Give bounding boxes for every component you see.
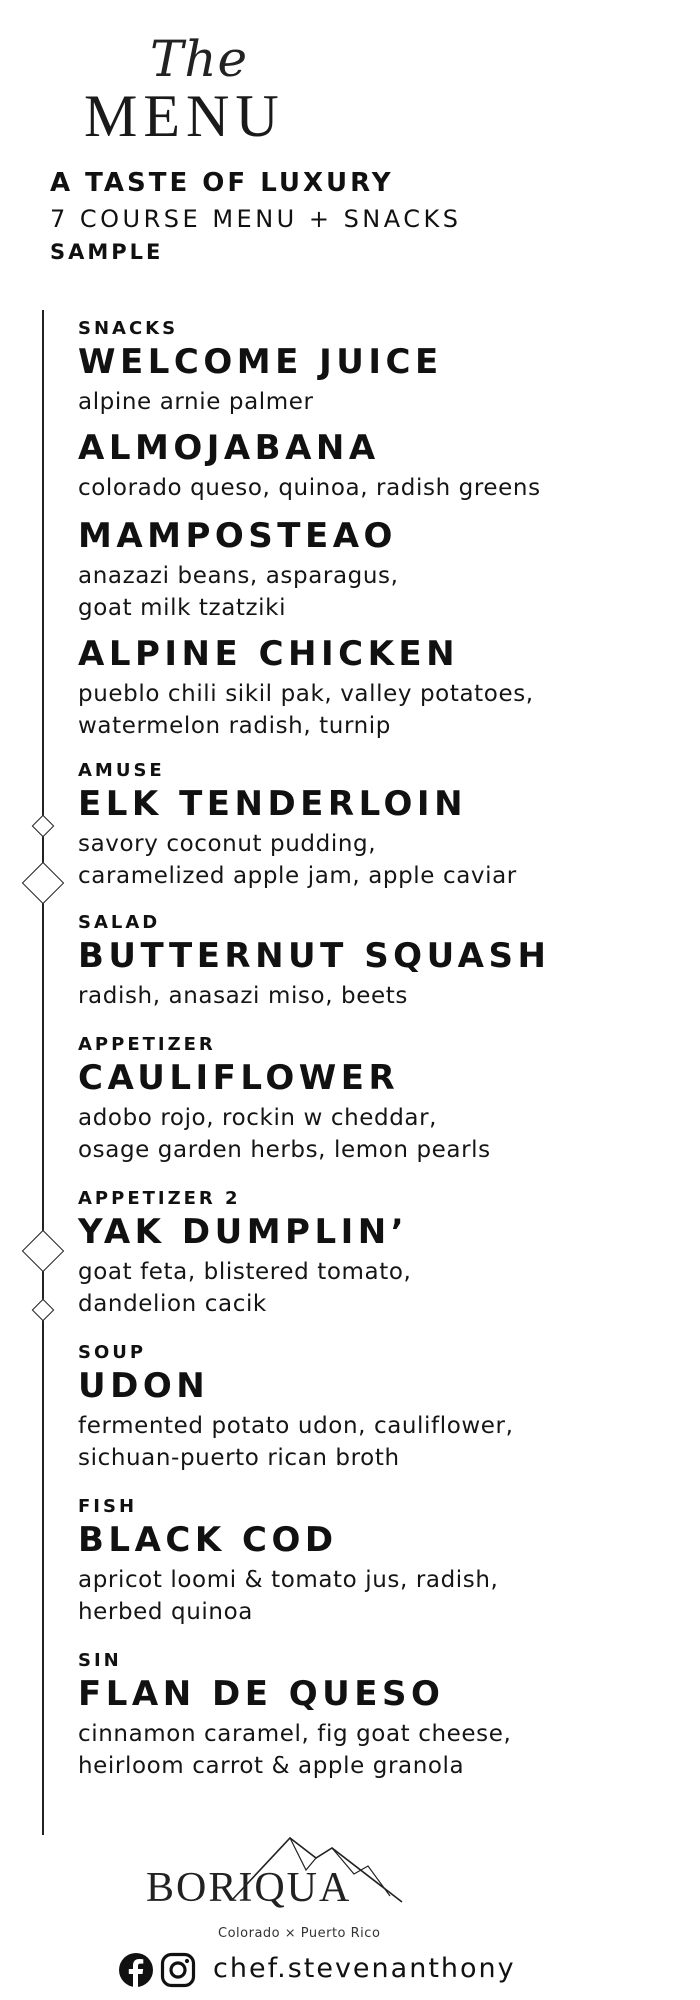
boriqua-logo: BORIQUA [146,1865,352,1911]
course-label: AMUSE [78,760,165,781]
menu-title: MENU [84,83,285,149]
course-title: WELCOME JUICE [78,342,443,382]
course-title: ALPINE CHICKEN [78,634,460,674]
timeline-diamond-small [32,815,55,838]
course-alpine-chicken [78,632,678,742]
course-description: fermented potato udon, cauliflower, sichuan-puerto rican broth [78,1413,514,1471]
course-label: APPETIZER [78,1034,216,1055]
course-label: SALAD [78,912,161,933]
tagline-luxury: A TASTE OF LUXURY [50,168,394,198]
course-welcome-juice [78,318,678,418]
course-title: CAULIFLOWER [78,1058,400,1098]
course-elk-tenderloin [78,760,678,892]
course-title: BUTTERNUT SQUASH [78,936,551,976]
course-description: pueblo chili sikil pak, valley potatoes, watermelon radish, turnip [78,681,534,739]
tagline-sample: SAMPLE [50,240,164,264]
course-title: FLAN DE QUESO [78,1674,445,1714]
course-title: ELK TENDERLOIN [78,784,468,824]
course-description: adobo rojo, rockin w cheddar, osage garden herbs, lemon pearls [78,1105,491,1163]
course-butternut-squash [78,912,678,1012]
course-label: APPETIZER 2 [78,1188,241,1209]
logo-subtitle: Colorado ⨯ Puerto Rico [218,1926,381,1941]
menu-header [0,0,700,280]
course-description: colorado queso, quinoa, radish greens [78,475,541,501]
course-title: MAMPOSTEAO [78,516,397,556]
course-description: radish, anasazi miso, beets [78,983,408,1009]
course-description: cinnamon caramel, fig goat cheese, heirloom carrot & apple granola [78,1721,512,1779]
course-title: ALMOJABANA [78,428,380,468]
course-label: FISH [78,1496,138,1517]
instagram-icon[interactable] [160,1952,196,1988]
tagline-courses: 7 COURSE MENU + SNACKS [50,205,462,233]
timeline-diamond-large [22,1230,64,1272]
course-description: apricot loomi & tomato jus, radish, herbed quinoa [78,1567,499,1625]
course-cauliflower [78,1034,678,1166]
course-label: SIN [78,1650,122,1671]
course-udon [78,1342,678,1474]
course-title: YAK DUMPLIN’ [78,1212,409,1252]
course-title: UDON [78,1366,210,1406]
course-flan-de-queso [78,1650,678,1782]
course-mamposteao [78,514,678,624]
course-title: BLACK COD [78,1520,338,1560]
course-yak-dumplin [78,1188,678,1320]
social-handle[interactable]: chef.stevenanthony [213,1953,516,1984]
timeline-diamond-small [32,1299,55,1322]
course-description: alpine arnie palmer [78,389,314,415]
course-description: anazazi beans, asparagus, goat milk tzatziki [78,563,399,621]
script-the: The [150,30,249,88]
footer [0,1830,700,2000]
course-description: goat feta, blistered tomato, dandelion cacik [78,1259,412,1317]
course-almojabana [78,426,678,504]
timeline-diamond-large [22,862,64,904]
timeline-line [42,310,44,1835]
course-label: SNACKS [78,318,179,339]
facebook-icon[interactable] [118,1952,154,1988]
course-description: savory coconut pudding, caramelized apple jam, apple caviar [78,831,517,889]
course-label: SOUP [78,1342,147,1363]
course-black-cod [78,1496,678,1628]
